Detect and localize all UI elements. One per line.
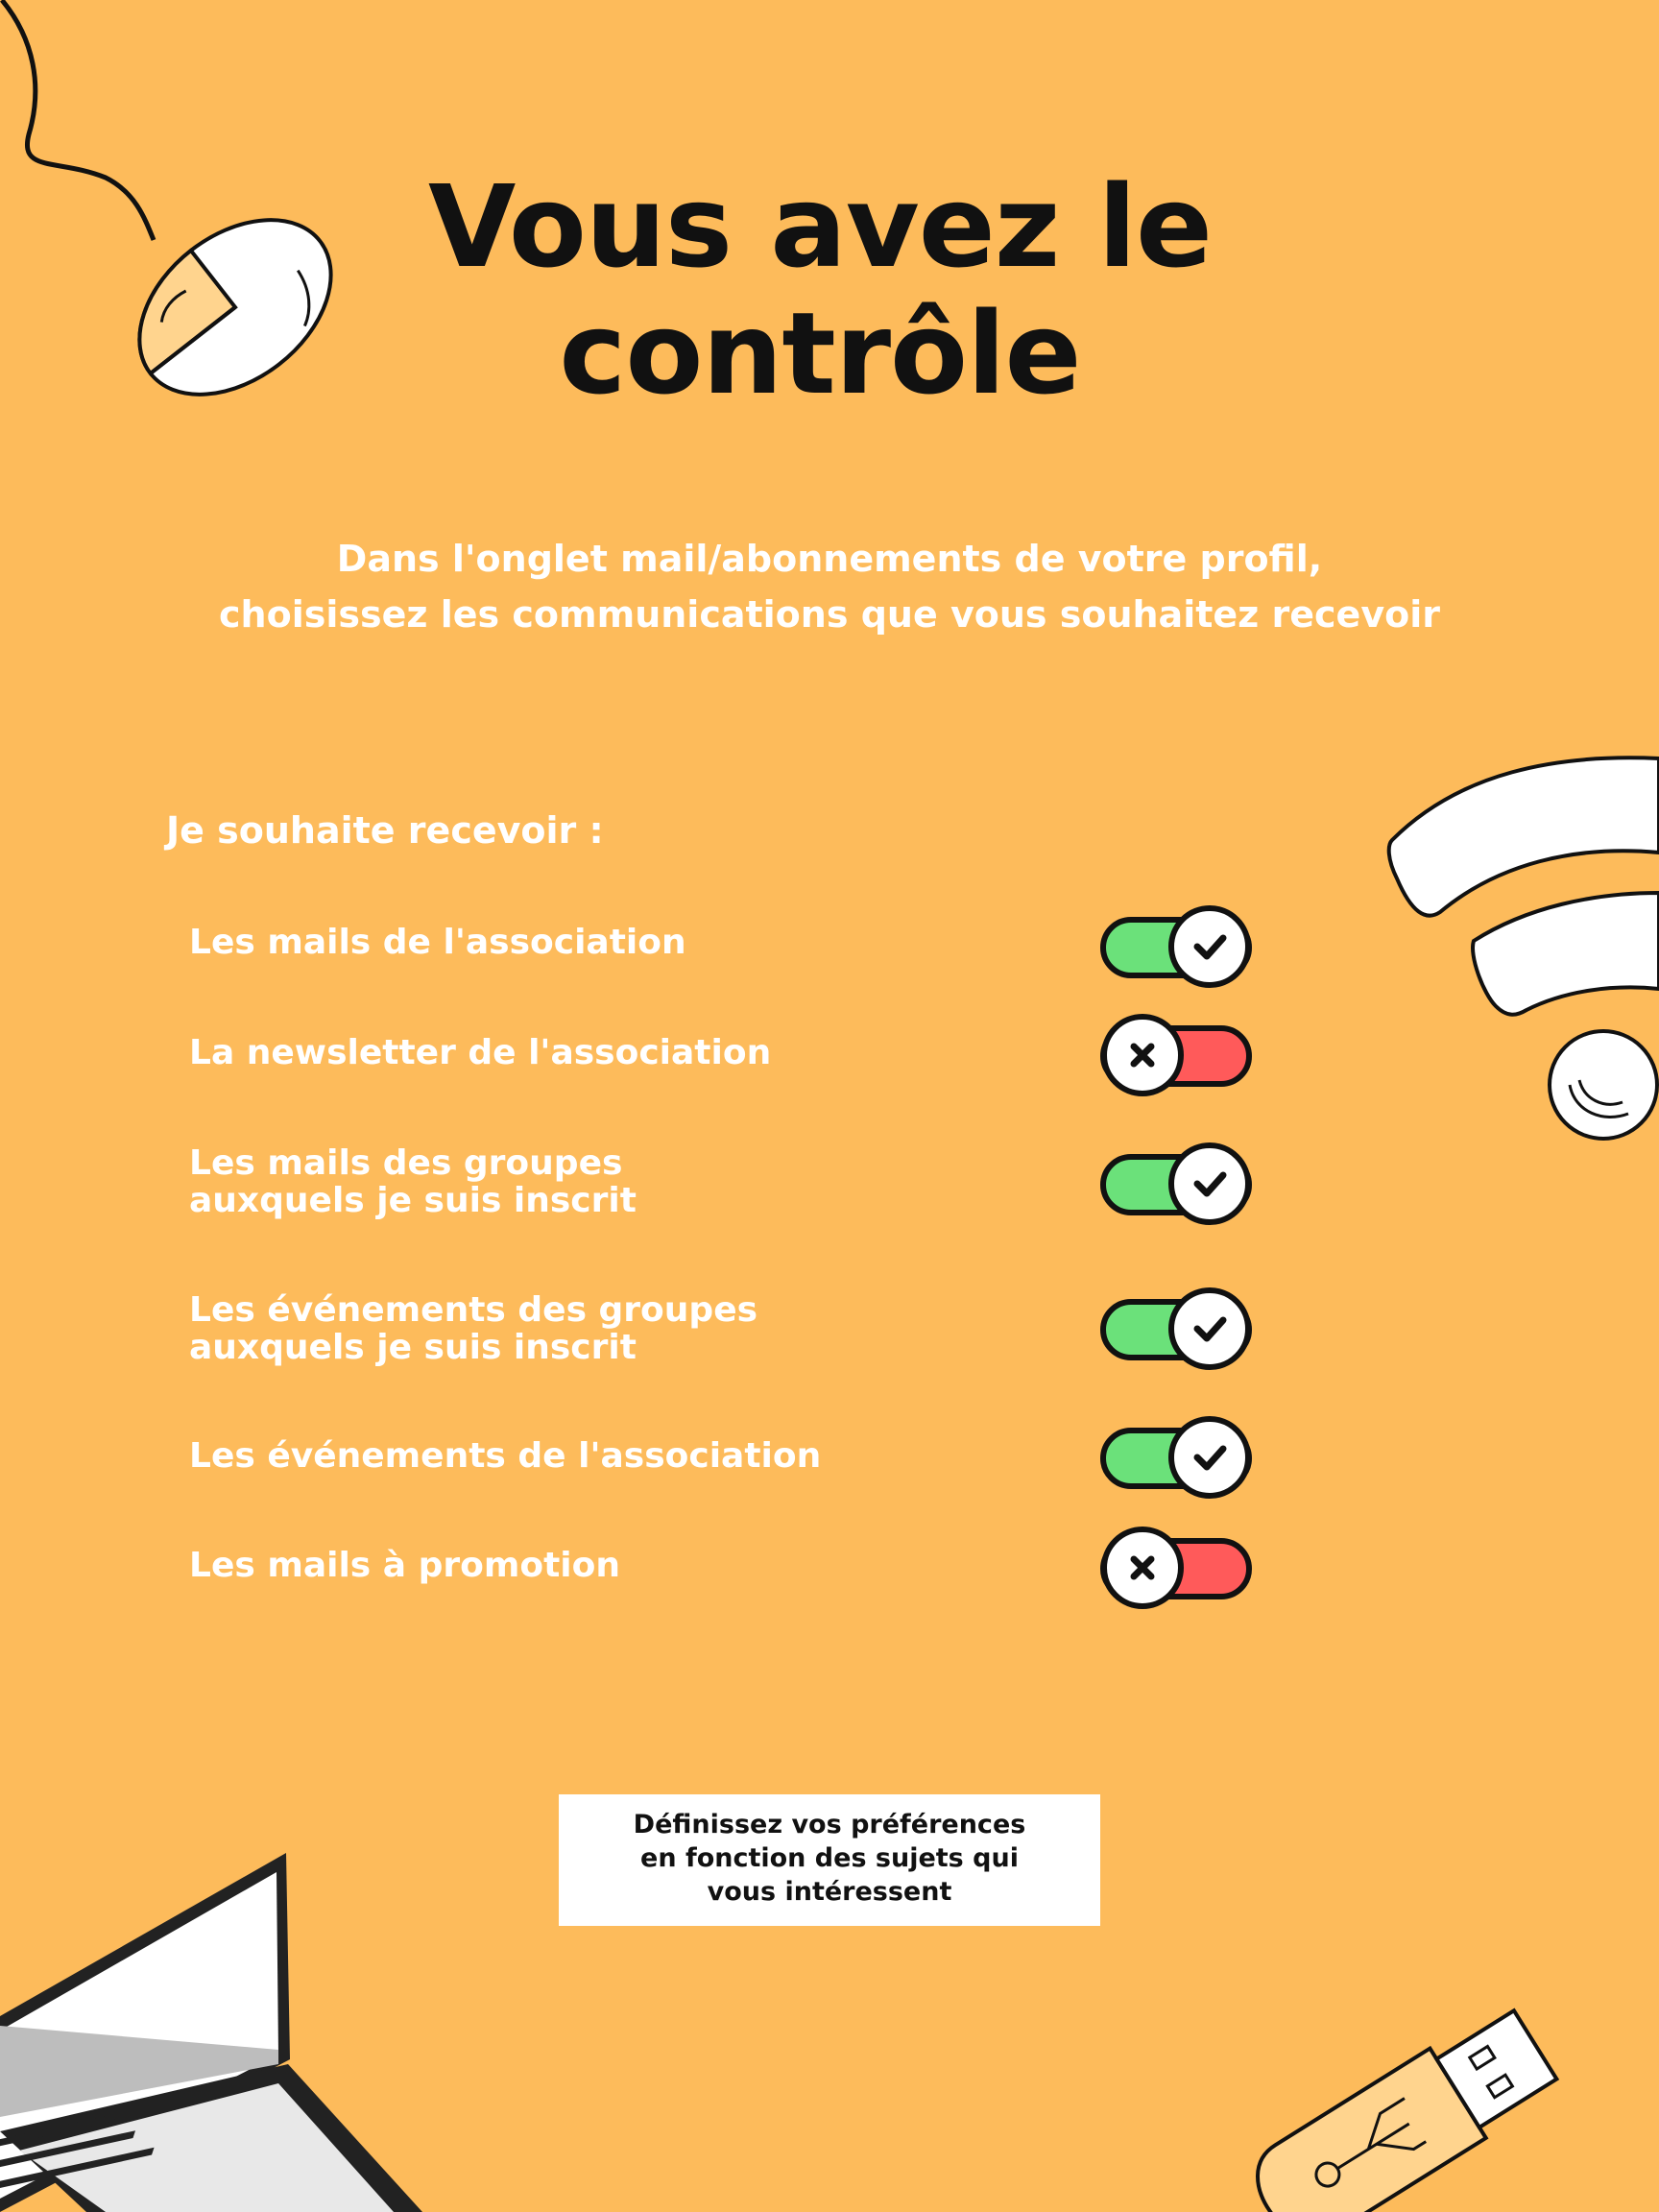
- note-line-2: en fonction des sujets qui: [640, 1843, 1019, 1873]
- note-line-3: vous intéressent: [707, 1877, 952, 1907]
- preference-label: [189, 1547, 620, 1584]
- preference-label: [189, 924, 686, 961]
- intro-text: [0, 531, 1659, 642]
- preference-label-line-1: Les mails des groupes: [189, 1143, 623, 1183]
- note-line-1: Définissez vos préférences: [633, 1810, 1026, 1839]
- toggle-knob: [1171, 1145, 1248, 1222]
- title-line-1: Vous avez le: [427, 160, 1213, 293]
- toggle-switch[interactable]: [1099, 1011, 1255, 1099]
- toggle-knob: [1171, 1290, 1248, 1367]
- preference-label: [189, 1034, 771, 1071]
- preference-label-line-2: auxquels je suis inscrit: [189, 1328, 637, 1367]
- note-box: [559, 1794, 1100, 1926]
- intro-line-2: choisissez les communications que vous souhaitez recevoir: [219, 593, 1440, 636]
- toggle-knob: [1171, 1419, 1248, 1496]
- toggle-switch[interactable]: [1099, 1140, 1255, 1228]
- preference-label-line-1: Les événements des groupes: [189, 1290, 758, 1330]
- preference-label-line-1: Les événements de l'association: [189, 1436, 822, 1476]
- toggle-switch[interactable]: [1099, 902, 1255, 991]
- wifi-icon: [1382, 749, 1659, 1142]
- intro-line-1: Dans l'onglet mail/abonnements de votre profil,: [336, 538, 1323, 580]
- toggle-switch[interactable]: [1099, 1524, 1255, 1612]
- laptop-icon: [0, 1843, 422, 2212]
- page-title: [0, 160, 1640, 420]
- toggle-switch[interactable]: [1099, 1413, 1255, 1502]
- preference-label: [189, 1291, 757, 1366]
- preference-label-line-1: Les mails de l'association: [189, 923, 686, 962]
- preference-label-line-1: Les mails à promotion: [189, 1546, 620, 1585]
- toggle-knob: [1171, 908, 1248, 985]
- preference-label: [189, 1437, 821, 1475]
- preference-label-line-1: La newsletter de l'association: [189, 1033, 772, 1072]
- preference-label-line-2: auxquels je suis inscrit: [189, 1181, 637, 1220]
- title-line-2: contrôle: [559, 287, 1081, 420]
- usb-stick-icon: [1219, 1987, 1575, 2212]
- list-heading: Je souhaite recevoir :: [166, 809, 604, 852]
- preference-label: [189, 1144, 637, 1219]
- toggle-switch[interactable]: [1099, 1285, 1255, 1373]
